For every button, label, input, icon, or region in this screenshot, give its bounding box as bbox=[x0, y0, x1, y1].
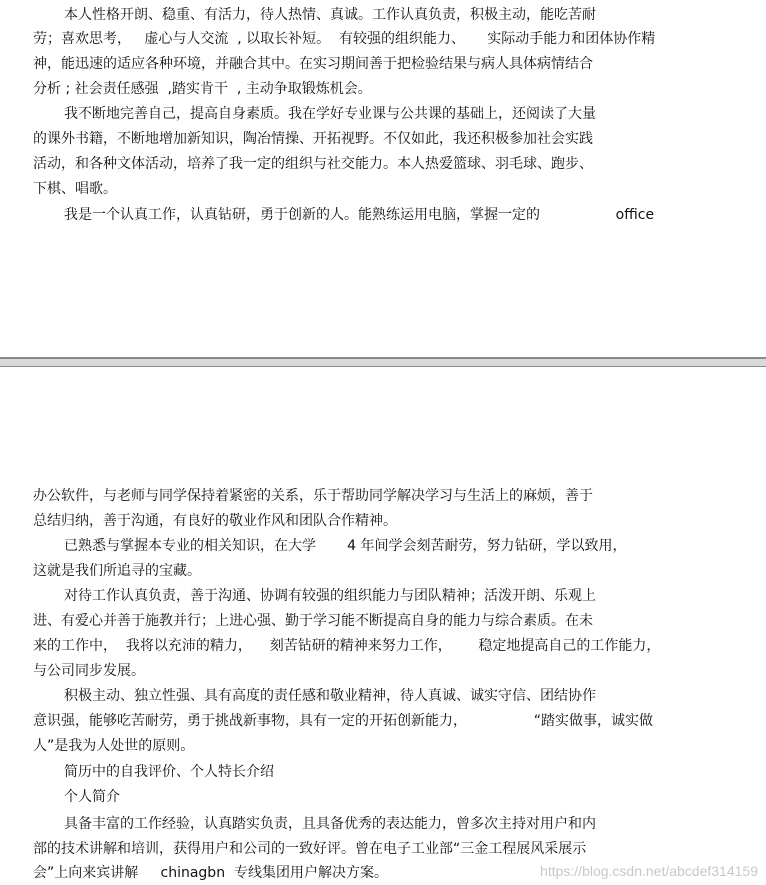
text-line: 积极主动、独立性强、具有高度的责任感和敬业精神，待人真诚、诚实守信、团结协作 bbox=[64, 688, 596, 704]
text-line: 我不断地完善自己，提高自身素质。我在学好专业课与公共课的基础上，还阅读了大量 bbox=[64, 106, 596, 122]
text-line: 神，能迅速的适应各种环境，并融合其中。在实习期间善于把检验结果与病人具体病情结合 bbox=[33, 56, 593, 72]
watermark: https://blog.csdn.net/abcdef314159 bbox=[540, 863, 758, 879]
text-line: 个人简介 bbox=[64, 789, 120, 805]
text-line: 办公软件，与老师与同学保持着紧密的关系，乐于帮助同学解决学习与生活上的麻烦，善于 bbox=[33, 488, 593, 504]
text-line: 进、有爱心并善于施教并行；上进心强、勤于学习能不断提高自身的能力与综合素质。在未 bbox=[33, 613, 593, 629]
document-page-bottom bbox=[0, 367, 766, 885]
text-line: 会”上向来宾讲解 chinagbn 专线集团用户解决方案。 bbox=[33, 865, 388, 881]
text-line: 分析 ; 社会责任感强 ,踏实肯干 , 主动争取锻炼机会。 bbox=[33, 81, 372, 97]
text-line: 劳；喜欢思考， 虚心与人交流 , 以取长补短。 有较强的组织能力、 实际动手能力和团体协作精 bbox=[33, 31, 656, 47]
text-line: 本人性格开朗、稳重、有活力，待人热情、真诚。工作认真负责，积极主动，能吃苦耐 bbox=[64, 7, 596, 23]
text-line: 部的技术讲解和培训，获得用户和公司的一致好评。曾在电子工业部“三金工程展风采展示 bbox=[33, 841, 587, 857]
text-line: 意识强，能够吃苦耐劳，勇于挑战新事物，具有一定的开拓创新能力， “踏实做事，诚实做 bbox=[33, 713, 654, 729]
text-line: 这就是我们所追寻的宝藏。 bbox=[33, 563, 201, 579]
document-page-top bbox=[0, 0, 766, 357]
text-line: 来的工作中， 我将以充沛的精力， 刻苦钻研的精神来努力工作， 稳定地提高自己的工作能力， bbox=[33, 638, 661, 654]
text-line: 已熟悉与掌握本专业的相关知识，在大学 4 年间学会刻苦耐劳，努力钻研，学以致用， bbox=[64, 538, 627, 554]
text-line: 下棋、唱歌。 bbox=[33, 181, 117, 197]
text-line: 活动，和各种文体活动，培养了我一定的组织与社交能力。本人热爱篮球、羽毛球、跑步、 bbox=[33, 156, 593, 172]
text-line: 对待工作认真负责，善于沟通、协调有较强的组织能力与团队精神；活泼开朗、乐观上 bbox=[64, 588, 596, 604]
text-line: 与公司同步发展。 bbox=[33, 663, 145, 679]
text-line: 具备丰富的工作经验，认真踏实负责，且具备优秀的表达能力，曾多次主持对用户和内 bbox=[64, 816, 596, 832]
text-line: 总结归纳，善于沟通，有良好的敬业作风和团队合作精神。 bbox=[33, 513, 397, 529]
text-line: 我是一个认真工作，认真钻研，勇于创新的人。能熟练运用电脑，掌握一定的 office bbox=[64, 207, 655, 223]
text-line: 的课外书籍，不断地增加新知识，陶冶情操、开拓视野。不仅如此，我还积极参加社会实践 bbox=[33, 131, 593, 147]
page-break-divider bbox=[0, 357, 766, 367]
text-line: 简历中的自我评价、个人特长介绍 bbox=[64, 764, 274, 780]
text-line: 人”是我为人处世的原则。 bbox=[33, 738, 195, 754]
